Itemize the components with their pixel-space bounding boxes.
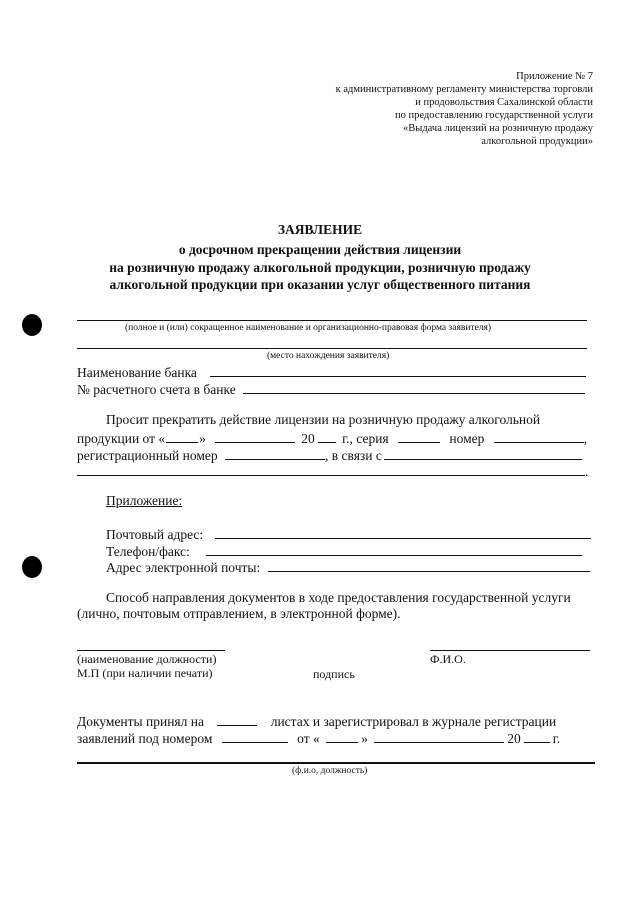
license-year-field[interactable] — [318, 429, 336, 443]
applicant-name-caption: (полное и (или) сокращенное наименование и организационно-правовая форма заявителя) — [125, 323, 492, 333]
fio-line[interactable] — [430, 650, 590, 651]
quote-close: » — [199, 431, 206, 446]
date-prefix: продукции от « — [77, 431, 166, 446]
email-row — [106, 558, 590, 576]
period: . — [585, 464, 589, 479]
email-label: Адрес электронной почты: — [106, 560, 261, 575]
reg-number-prefix: заявлений под номером — [77, 731, 213, 746]
request-line-1: Просит прекратить действие лицензии на розничную продажу алкогольной — [106, 412, 541, 427]
accepted-label: Документы принял на — [77, 714, 204, 729]
reg-number-field[interactable] — [225, 446, 325, 460]
reg-year-field[interactable] — [524, 729, 550, 743]
bank-field[interactable] — [210, 363, 586, 377]
position-caption: (наименование должности) — [77, 652, 217, 666]
receiver-line[interactable] — [77, 762, 595, 764]
postal-field[interactable] — [215, 525, 591, 539]
document-subtitle-line: алкогольной продукции при оказании услуг общественного питания — [109, 277, 531, 292]
license-month-field[interactable] — [215, 429, 295, 443]
reg-quote-close: » — [361, 731, 368, 746]
document-title: ЗАЯВЛЕНИЕ — [277, 222, 363, 237]
reg-year-prefix: 20 — [507, 731, 521, 746]
appendix-line: по предоставлению государственной услуги — [395, 110, 593, 121]
account-field[interactable] — [243, 380, 585, 394]
applicant-location-caption: (место нахождения заявителя) — [267, 351, 390, 361]
journal-number-field[interactable] — [222, 729, 288, 743]
attachment-heading: Приложение: — [106, 493, 183, 508]
account-row — [77, 380, 585, 398]
reason-field[interactable] — [384, 446, 582, 460]
bank-row — [77, 363, 586, 381]
phone-field[interactable] — [206, 542, 582, 556]
registered-label: листах и зарегистрировал в журнале регистрации — [270, 714, 557, 729]
appendix-line: алкогольной продукции» — [481, 136, 593, 147]
receiver-caption: (ф.и.о, должность) — [292, 766, 368, 776]
document-subtitle-line: о досрочном прекращении действия лицензии — [178, 242, 462, 257]
reg-day-field[interactable] — [326, 729, 358, 743]
postal-row — [106, 525, 591, 543]
year-prefix: 20 — [301, 431, 315, 446]
phone-label: Телефон/факс: — [106, 544, 190, 559]
applicant-name-line[interactable] — [77, 320, 587, 321]
fio-caption: Ф.И.О. — [430, 652, 466, 666]
reg-month-field[interactable] — [374, 729, 504, 743]
binder-hole-top — [22, 314, 42, 336]
appendix-line: «Выдача лицензий на розничную продажу — [403, 123, 593, 134]
from-label: от « — [297, 731, 320, 746]
email-field[interactable] — [268, 558, 590, 572]
appendix-block — [336, 70, 593, 148]
appendix-line: Приложение № 7 — [516, 71, 593, 82]
account-label: № расчетного счета в банке — [77, 382, 236, 397]
request-line-4 — [77, 462, 588, 480]
bank-label: Наименование банка — [77, 365, 197, 380]
license-day-field[interactable] — [166, 429, 198, 443]
series-label: г., серия — [342, 431, 389, 446]
signature-caption: подпись — [313, 667, 355, 681]
number-label: номер — [449, 431, 485, 446]
reg-number-label: регистрационный номер — [77, 448, 218, 463]
license-series-field[interactable] — [398, 429, 440, 443]
license-number-field[interactable] — [494, 429, 584, 443]
delivery-line-1: Способ направления документов в ходе предоставления государственной услуги — [106, 590, 571, 605]
binder-hole-bottom — [22, 556, 42, 578]
applicant-location-line[interactable] — [77, 348, 587, 349]
position-line[interactable] — [77, 650, 225, 651]
stamp-caption: М.П (при наличии печати) — [77, 666, 213, 680]
postal-label: Почтовый адрес: — [106, 527, 204, 542]
sheets-count-field[interactable] — [217, 712, 257, 726]
registration-line-1 — [77, 712, 556, 730]
reason-continuation-field[interactable] — [77, 462, 585, 476]
appendix-line: и продовольствия Сахалинской области — [415, 97, 593, 108]
request-line-2 — [77, 429, 587, 447]
appendix-line: к административному регламенту министерства торговли — [335, 84, 593, 95]
reg-year-suffix: г. — [552, 731, 561, 746]
registration-line-2 — [77, 729, 560, 747]
document-subtitle-line: на розничную продажу алкогольной продукции, розничную продажу — [109, 260, 531, 275]
reason-label: , в связи с — [325, 448, 382, 463]
delivery-line-2: (лично, почтовым отправлением, в электронной форме). — [77, 606, 401, 621]
comma: , — [583, 431, 588, 446]
